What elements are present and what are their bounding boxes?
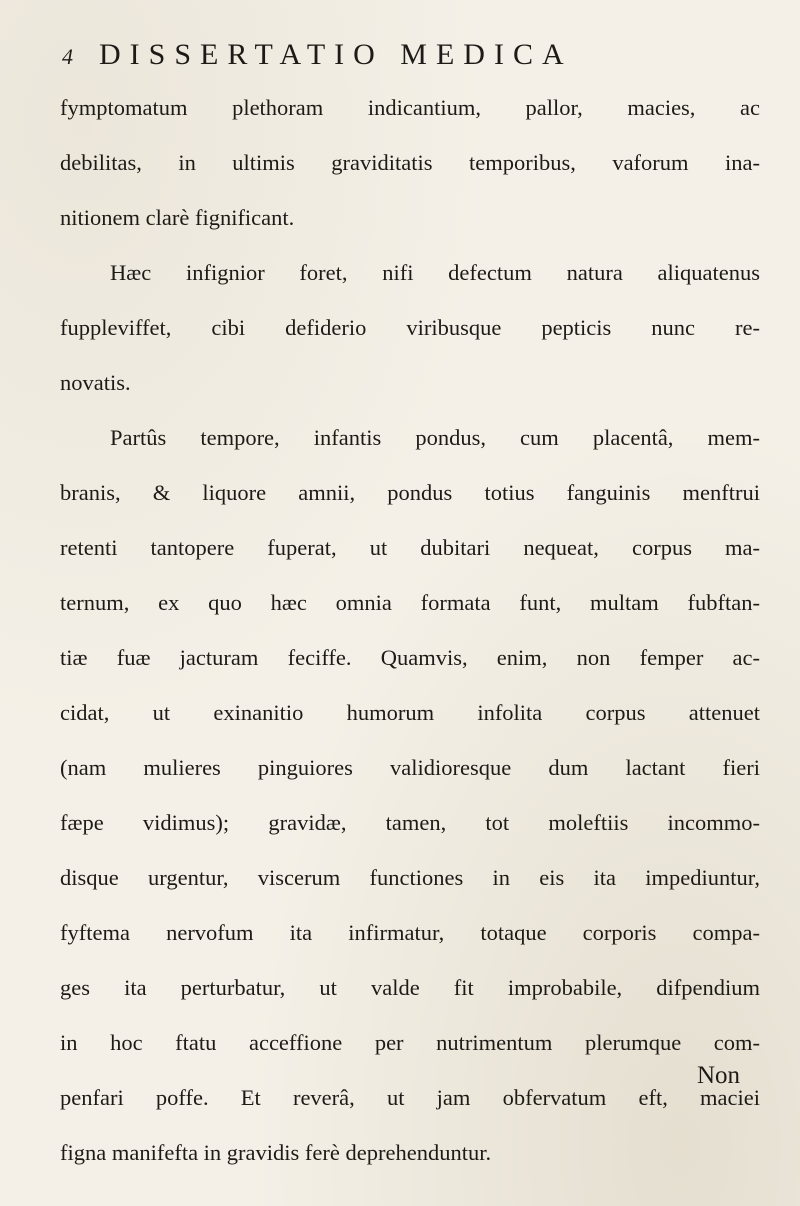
- text-line: nitionem clarè fignificant.: [60, 205, 295, 230]
- text-line: debilitas, in ultimis graviditatis temporibus, vaforum ina-: [60, 150, 760, 175]
- text-line: (nam mulieres pinguiores validioresque dum lactant fieri: [60, 755, 760, 780]
- text-line: fuppleviffet, cibi defiderio viribusque pepticis nunc re-: [60, 315, 760, 340]
- text-line: fyftema nervofum ita infirmatur, totaque corporis compa-: [60, 920, 760, 945]
- text-line: retenti tantopere fuperat, ut dubitari nequeat, corpus ma-: [60, 535, 760, 560]
- text-line: Partûs tempore, infantis pondus, cum placentâ, mem-: [110, 425, 760, 450]
- text-line: in hoc ftatu acceffione per nutrimentum plerumque com-: [60, 1030, 760, 1055]
- text-line: figna manifefta in gravidis ferè deprehenduntur.: [60, 1140, 492, 1165]
- text-line: branis, & liquore amnii, pondus totius fanguinis menftrui: [60, 480, 760, 505]
- text-line: Hæc infignior foret, nifi defectum natura aliquatenus: [110, 260, 760, 285]
- text-line: novatis.: [60, 370, 131, 395]
- text-line: ges ita perturbatur, ut valde fit improbabile, difpendium: [60, 975, 760, 1000]
- text-line: disque urgentur, viscerum functiones in eis ita impediuntur,: [60, 865, 760, 890]
- text-line: tiæ fuæ jacturam feciffe. Quamvis, enim, non femper ac-: [60, 645, 760, 670]
- running-head: DISSERTATIO MEDICA: [99, 38, 573, 71]
- text-line: cidat, ut exinanitio humorum infolita corpus attenuet: [60, 700, 760, 725]
- page-header: [62, 38, 573, 78]
- text-line: penfari poffe. Et reverâ, ut jam obfervatum eft, maciei: [60, 1085, 760, 1110]
- page-number: 4: [62, 44, 73, 69]
- text-line: fæpe vidimus); gravidæ, tamen, tot moleftiis incommo-: [60, 810, 760, 835]
- catchword: Non: [696, 1062, 740, 1089]
- body-text: [60, 80, 760, 1180]
- text-line: fymptomatum plethoram indicantium, pallor, macies, ac: [60, 95, 760, 120]
- text-line: ternum, ex quo hæc omnia formata funt, multam fubftan-: [60, 590, 760, 615]
